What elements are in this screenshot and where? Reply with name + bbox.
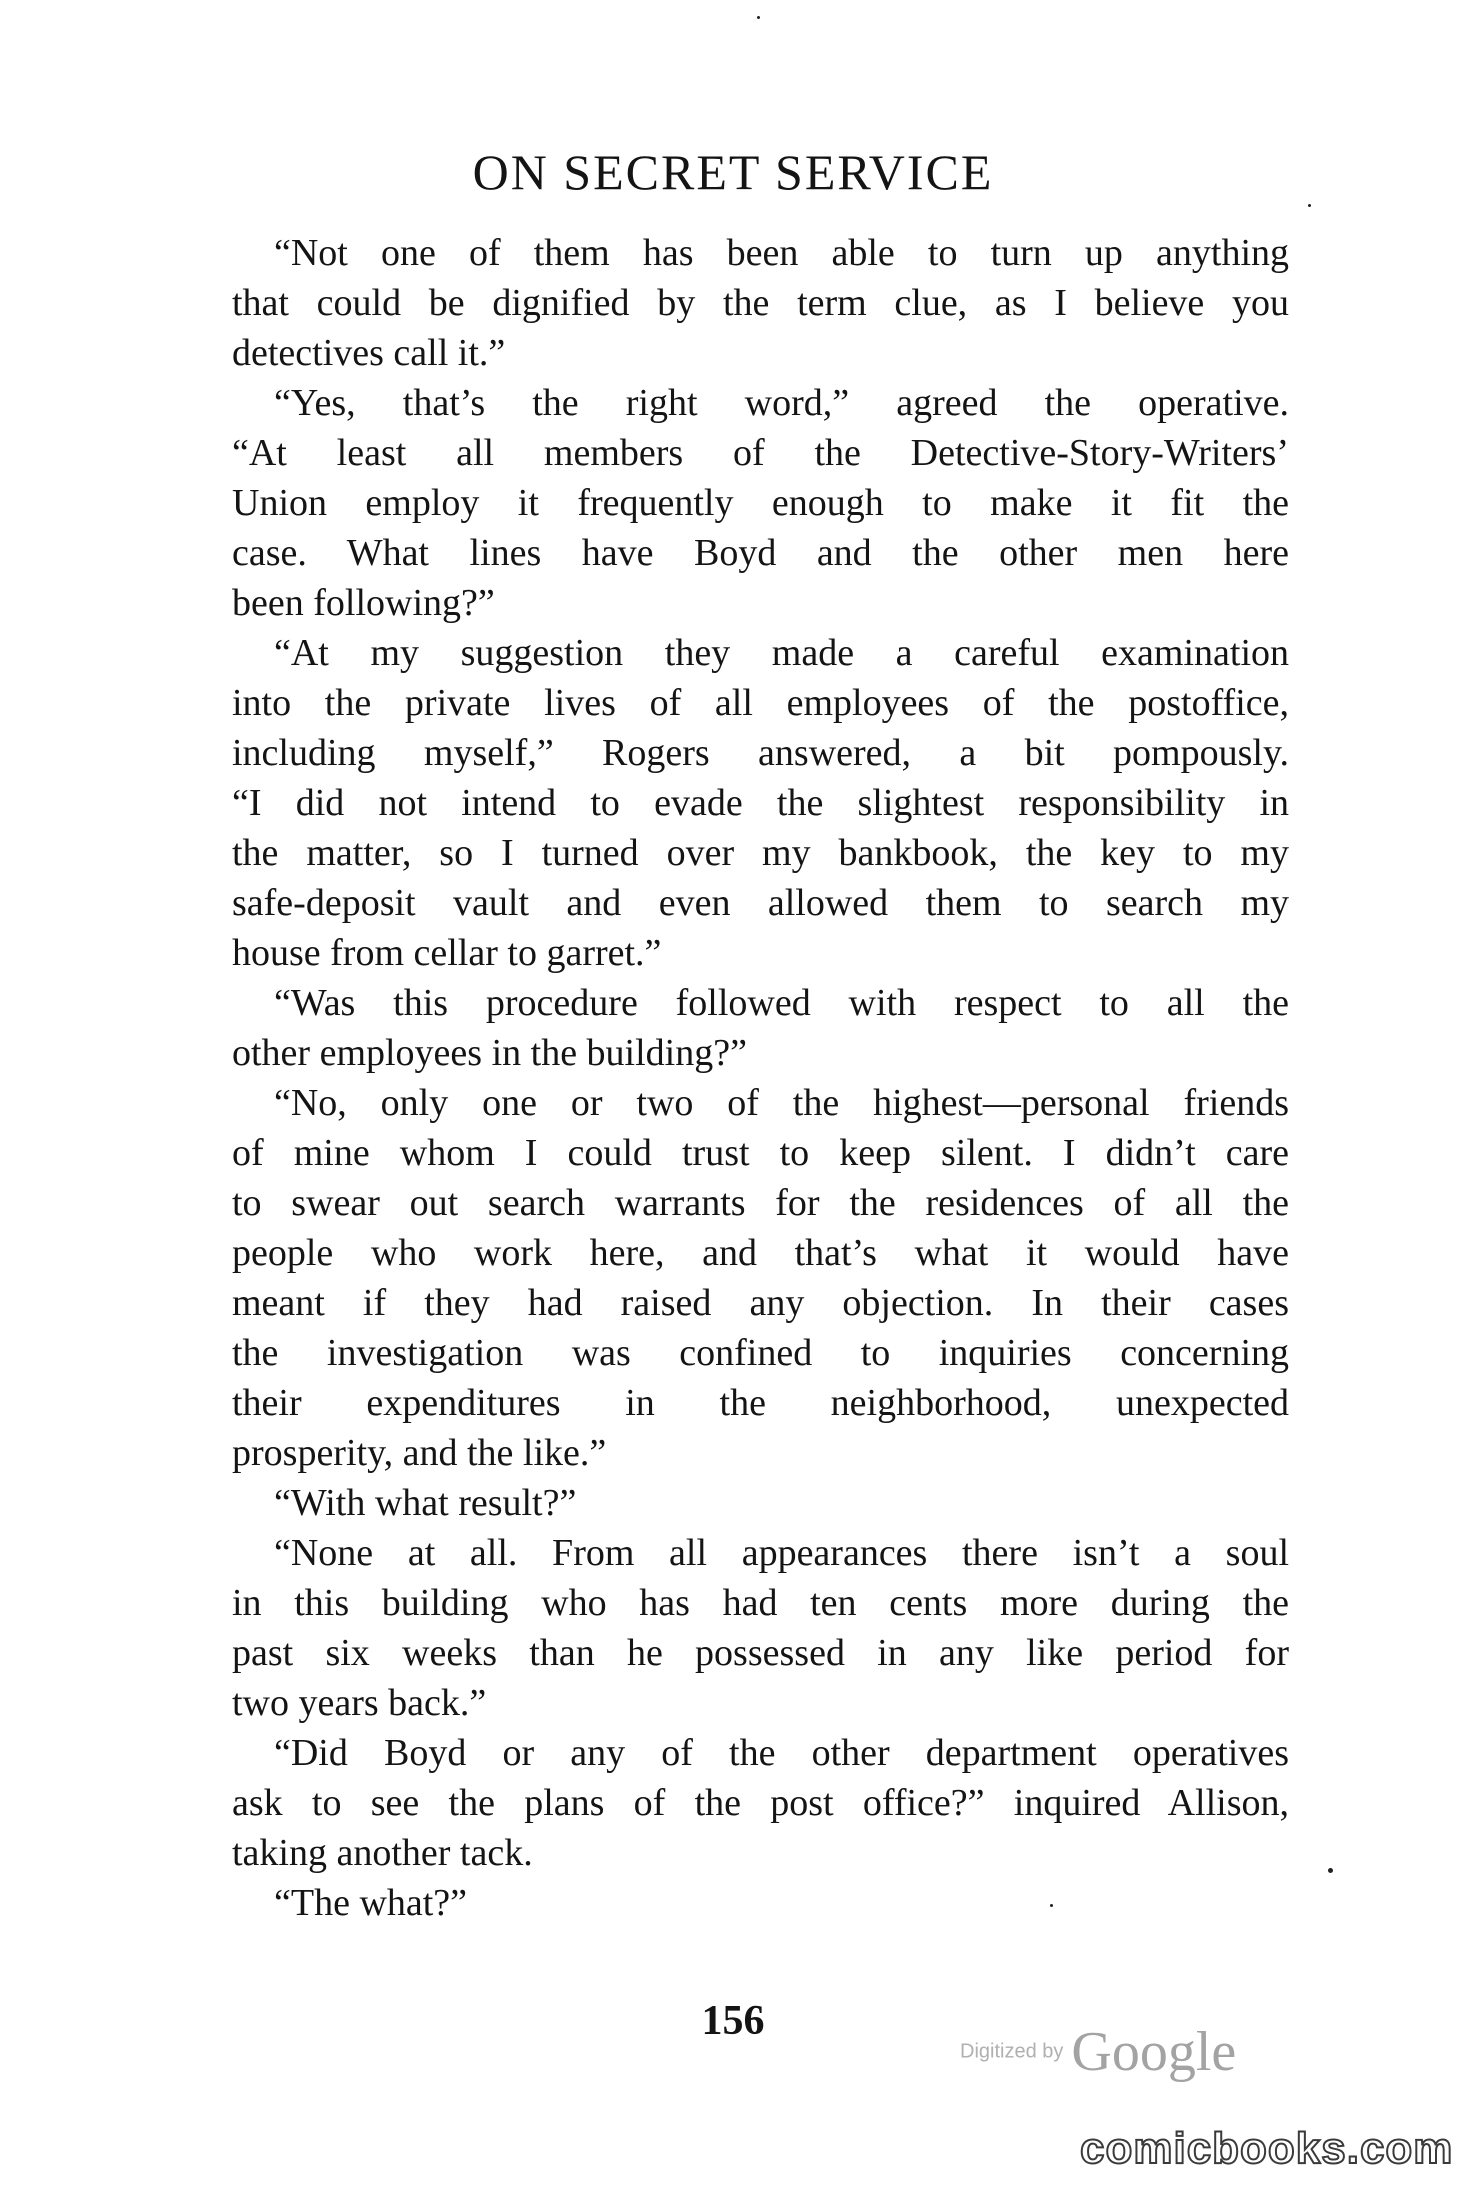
text-line: the matter, so I turned over my bankbook, the key to my [232,832,1289,874]
text-line: taking another tack. [232,1832,533,1874]
ink-speck [1308,204,1311,207]
text-line: “With what result?” [274,1482,577,1524]
body-text [232,228,1289,1928]
digitized-by-google-stamp [960,2020,1236,2100]
text-line: that could be dignified by the term clue, as I believe you [232,282,1289,324]
text-line: “Yes, that’s the right word,” agreed the operative. [274,382,1289,424]
text-line: “Not one of them has been able to turn up anything [274,232,1289,274]
ink-speck [1050,1904,1053,1907]
text-line: past six weeks than he possessed in any like period for [232,1632,1289,1674]
text-line: “Did Boyd or any of the other department operatives [274,1732,1289,1774]
text-line: house from cellar to garret.” [232,932,662,974]
text-line: into the private lives of all employees of the postoffice, [232,682,1289,724]
text-line: people who work here, and that’s what it would have [232,1232,1289,1274]
text-line: “At least all members of the Detective-Story-Writers’ [232,432,1289,474]
text-line: “I did not intend to evade the slightest responsibility in [232,782,1289,824]
text-line: including myself,” Rogers answered, a bit pompously. [232,732,1289,774]
text-line: “No, only one or two of the highest—personal friends [274,1082,1289,1124]
text-line: prosperity, and the like.” [232,1432,607,1474]
text-line: Union employ it frequently enough to make it fit the [232,482,1289,524]
google-wordmark: Google [1071,2021,1237,2083]
text-line: case. What lines have Boyd and the other men here [232,532,1289,574]
text-line: the investigation was confined to inquiries concerning [232,1332,1289,1374]
text-line: two years back.” [232,1682,487,1724]
text-line: “None at all. From all appearances there isn’t a soul [274,1532,1289,1574]
site-watermark: comicbooks.com [1080,2124,1454,2173]
text-line: to swear out search warrants for the residences of all the [232,1182,1289,1224]
text-line: “At my suggestion they made a careful examination [274,632,1289,674]
page-number: 156 [701,1998,765,2044]
text-line: “Was this procedure followed with respect to all the [274,982,1289,1024]
text-line: detectives call it.” [232,332,506,374]
ink-speck [757,16,760,19]
ink-speck [1328,1868,1333,1873]
digitized-prefix: Digitized by [960,2040,1064,2063]
text-line: ask to see the plans of the post office?” inquired Allison, [232,1782,1289,1824]
text-line: meant if they had raised any objection. In their cases [232,1282,1289,1324]
text-line: of mine whom I could trust to keep silent. I didn’t care [232,1132,1289,1174]
text-line: safe-deposit vault and even allowed them to search my [232,882,1289,924]
text-line: been following?” [232,582,495,624]
text-line: “The what?” [274,1882,468,1924]
text-line: their expenditures in the neighborhood, unexpected [232,1382,1289,1424]
text-line: other employees in the building?” [232,1032,747,1074]
text-line: in this building who has had ten cents more during the [232,1582,1289,1624]
running-head: ON SECRET SERVICE [472,144,994,200]
